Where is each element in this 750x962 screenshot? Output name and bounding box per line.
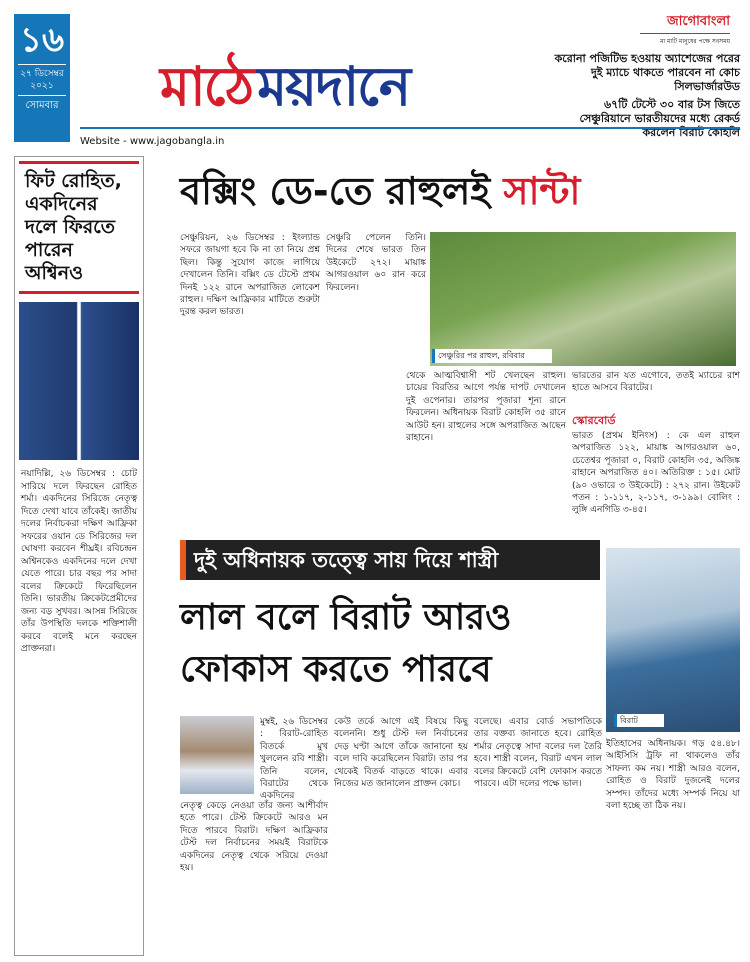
website-link[interactable]: Website - www.jagobangla.in <box>80 136 225 147</box>
scoreboard-heading: স্কোরবোর্ড <box>572 414 616 427</box>
rahul-photo <box>430 232 736 366</box>
virat-photo-caption: বিরাট <box>614 714 664 727</box>
left-headline: ফিট রোহিত, একদিনের দলে ফিরতে পারেন অশ্বিনও <box>19 161 139 294</box>
issue-day: সোমবার <box>25 100 59 111</box>
second-column-1: মুম্বই, ২৬ ডিসেম্বর : বিরাট-রোহিত বিতর্কে মুখ খুললেন রবি শাস্ত্রী। তিনি বলেন, বিরাটের থেকে একদিনের <box>260 717 328 802</box>
virat-photo <box>606 548 740 732</box>
issue-number: ১৬ <box>19 20 65 60</box>
left-body: নয়াদিল্লি, ২৬ ডিসেম্বর : চোট সারিয়ে দলে ফিরছেন রোহিত শর্মা। একদিনের সিরিজে নেতৃত্ব দিতে দেখা যাবে তাঁকেই। জাতীয় দলের নির্বাচকরা দক্ষিণ আফ্রিকা সফরের ওয়ান ডে সিরিজের দল ঘোষণা করবেন শীঘ্রই। রবিচন্দ্রন অশ্বিনকেও একদিনের দলে দেখা যেতে পারে। চার বছর পর সাদা বলের ক্রিকেটে ফিরেছিলেন তিনি। ভারতীয় ক্রিকেটপ্রেমীদের জন্য বড় সুখবর। আসন্ন সিরিজে তাঁর উপস্থিতি দলকে শক্তিশালী করবে বলেই মনে করছেন প্রাক্তনরা। <box>21 469 137 654</box>
issue-date: ২৭ ডিসেম্বর ২০২১ <box>18 64 66 96</box>
section-title <box>160 48 560 128</box>
lead-column-1: সেঞ্চুরিয়ন, ২৬ ডিসেম্বর : ইংল্যান্ড সফরে জায়গা হবে কি না তা নিয়ে প্রশ্ন ছিল। কিন্তু সুযোগ কাজে লাগিয়ে দেখালেন তিনি। বক্সিং ডে টেস্টে প্রথম দিনই ১২২ রানে অপরাজিত লোকেশ রাহুল। দক্ষিণ আফ্রিকার মাটিতে শুরুটা দুরন্ত করল ভারত। <box>180 233 320 318</box>
second-kicker: দুই অধিনায়ক তত্ত্বে সায় দিয়ে শাস্ত্রী <box>180 540 600 580</box>
rahul-photo-caption: সেঞ্চুরির পর রাহুল, রবিবার <box>432 349 552 363</box>
second-headline: লাল বলে বিরাট আরও ফোকাস করতে পারবে <box>180 597 512 690</box>
ticker-news-2: ৬৭টি টেস্টে ৩০ বার টস জিতে সেঞ্চুরিয়ানে ভারতীয়দের মধ্যে রেকর্ড করলেন বিরাট কোহলি <box>579 98 740 139</box>
lead-headline-accent: সান্টা <box>503 169 581 213</box>
second-column-5: ইতিহাসের অধিনায়ক। গড় ৫৪.৪৮। আইসিসি ট্রফি না থাকলেও তাঁর সাফল্য কম নয়। শাস্ত্রী আরও বলেন, রোহিত ও বিরাট দুজনেই দলের সম্পদ। তাঁদের মধ্যে সম্পর্ক নিয়ে যা বলা হচ্ছে তা ঠিক নয়। <box>606 739 740 812</box>
lead-column-4: ভারতের রান যত এগোবে, ততই ম্যাচের রাশ হাতে আসবে বিরাটের। <box>572 371 740 394</box>
title-part-b: ময়দানে <box>257 55 410 118</box>
players-photo <box>19 302 139 460</box>
lead-headline-main: বক্সিং ডে-তে রাহুলই <box>180 169 504 213</box>
second-column-2: নেতৃত্ব কেড়ে নেওয়া তাঁর জন্য আশীর্বাদ হতে পারে। টেস্ট ক্রিকেটে আরও মন দিতে পারবে বিরাট। দক্ষিণ আফ্রিকার টেস্ট দল নির্বাচনের সময়ই বিরাটকে একদিনের নেতৃত্ব থেকে সরিয়ে দেওয়া হয়। <box>180 801 328 874</box>
lead-column-2: সেঞ্চুরি পেলেন তিনি। দিনের শেষে ভারত তিন উইকেটে ২৭২। মায়াঙ্ক আগরওয়াল ৬০ রান করে ফিরলেন। <box>326 233 426 293</box>
lead-column-3: থেকে আত্মবিশ্বাসী শট খেলছেন রাহুল। চায়ের বিরতির আগে পর্যন্ত দাপট দেখালেন দুই ওপেনার। তারপর পূজারা শূন্য রানে ফিরলেন। অধিনায়ক বিরাট কোহলি ৩৫ রানে আউট হন। রাহুলের সঙ্গে অপরাজিত আছেন রাহানে। <box>406 371 566 444</box>
second-column-3: কেউ তর্কে আগে এই বিষয়ে কিছু বলেননি। শুধু টেস্ট দল নির্বাচনের দেড় ঘণ্টা আগে তাঁকে জানানো হয় বলে দাবি করেছিলেন বিরাট। তার পর থেকেই বিতর্ক বাড়তে থাকে। এবার নিজের মত জানালেন প্রাক্তন কোচ। <box>334 717 468 790</box>
left-story <box>14 156 144 956</box>
title-part-a: মাঠে <box>160 55 253 118</box>
lead-headline <box>180 164 740 218</box>
scoreboard-text: ভারত (প্রথম ইনিংস) : কে এল রাহুল অপরাজিত ১২২, মায়াঙ্ক আগরওয়াল ৬০, চেতেশ্বর পূজারা ০, বিরাট কোহলি ৩৫, অজিঙ্ক রাহানে অপরাজিত ৪০। অতিরিক্ত : ১৫। মোট (৯০ ওভারে ৩ উইকেটে) : ২৭২ রান। উইকেট পতন : ১-১১৭, ২-১১৭, ৩-১৯৯। বোলিং : লুঙ্গি এনগিডি ৩-৪৫। <box>572 431 740 516</box>
newspaper-tagline: মা মাটি মানুষের পক্ষে সবসময় <box>660 38 730 45</box>
date-box <box>14 14 70 142</box>
second-column-4: বলেছে। এবার বোর্ড সভাপতিকে তার বক্তব্য জানাতে হবে। রোহিত শর্মার নেতৃত্বে সাদা বলের দল তৈরি হবে। শাস্ত্রী বলেন, বিরাট এখন লাল বলের ক্রিকেটে বেশি ফোকাস করতে পারবে। এটা দলের পক্ষে ভাল। <box>474 717 602 790</box>
website-bar <box>80 127 740 147</box>
newspaper-logo: জাগোবাংলা <box>640 12 730 34</box>
ticker-news-1: করোনা পজিটিভ হওয়ায় অ্যাশেজের পরের দুই ম্যাচে থাকতে পারবেন না কোচ সিলভার্জারউড <box>554 52 740 93</box>
shastri-photo <box>180 716 254 794</box>
